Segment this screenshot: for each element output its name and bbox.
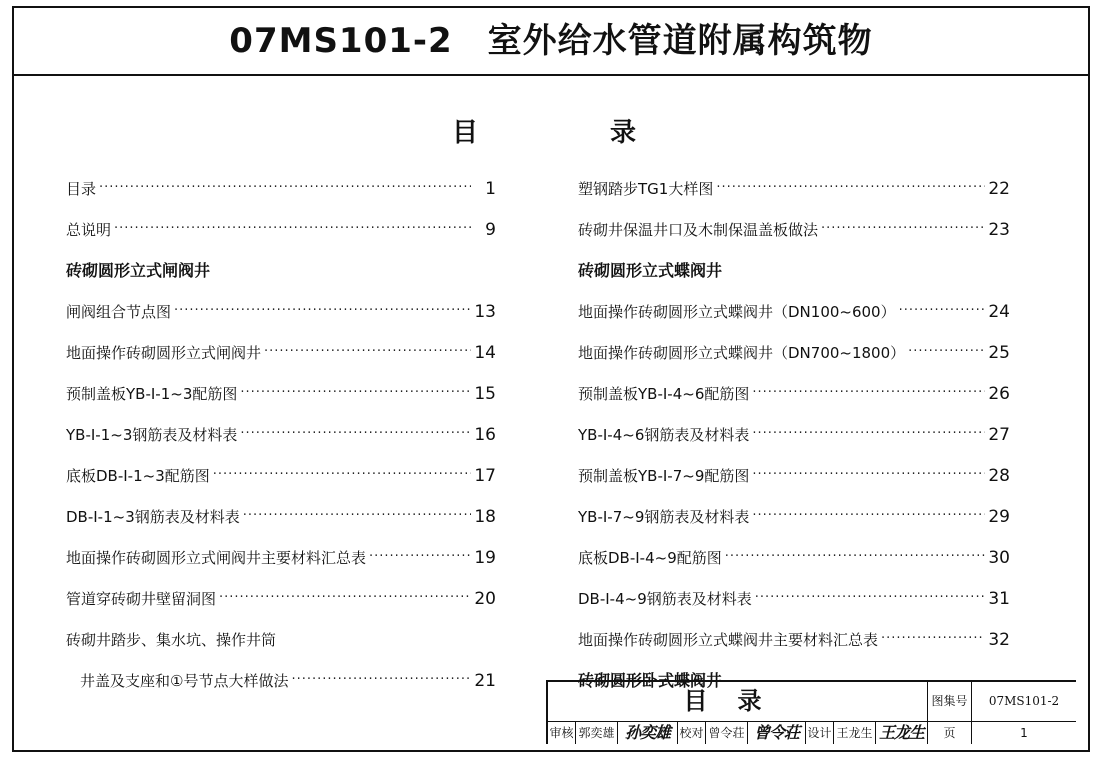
- toc-entry-title: 砖砌圆形立式闸阀井: [66, 261, 211, 280]
- toc-entry: [66, 363, 496, 404]
- toc-section-heading: [66, 240, 496, 281]
- toc-entry: [66, 322, 496, 363]
- toc-entry-page: 14: [474, 343, 496, 363]
- atlas-label: 图集号: [928, 682, 972, 721]
- toc-entry-page: 21: [474, 671, 496, 691]
- toc-leader-dots: [881, 631, 985, 646]
- toc-entry-title: 地面操作砖砌圆形立式闸阀井: [66, 344, 262, 362]
- toc-leader-dots: [240, 426, 471, 441]
- toc-entry: [578, 281, 1010, 322]
- toc-leader-dots: [899, 303, 985, 318]
- toc-entry: [66, 158, 496, 199]
- reviewer-name: 郭奕雄: [576, 722, 618, 744]
- toc-leader-dots: [908, 344, 985, 359]
- toc-leader-dots: [725, 549, 985, 564]
- toc-entry-page: 22: [988, 179, 1010, 199]
- toc-entry-title: 砖砌圆形立式蝶阀井: [578, 261, 723, 280]
- reviewer-signature: 孙奕雄: [618, 722, 678, 744]
- toc-entry: [578, 199, 1010, 240]
- toc-entry-page: 24: [988, 302, 1010, 322]
- toc-entry-page: 31: [988, 589, 1010, 609]
- toc-leader-dots: [213, 467, 471, 482]
- toc-entry-title: 预制盖板YB-Ⅰ-1~3配筋图: [66, 385, 238, 403]
- toc-entry: [578, 322, 1010, 363]
- toc-entry-title: 闸阀组合节点图: [66, 303, 172, 321]
- toc-entry-title: 砖砌井保温井口及木制保温盖板做法: [578, 221, 819, 239]
- toc-entry-title: 地面操作砖砌圆形立式蝶阀井（DN700~1800）: [578, 344, 906, 362]
- atlas-number: 07MS101-2: [988, 694, 1060, 708]
- toc-entry: [66, 650, 496, 691]
- title-block-signatures: [548, 722, 1076, 744]
- page-number: 1: [1020, 726, 1028, 740]
- drawing-title: 07MS101-2 室外给水管道附属构筑物: [14, 8, 1088, 76]
- toc-right-column: [578, 158, 1010, 691]
- toc-leader-dots: [114, 221, 471, 236]
- toc-entry-page: 19: [474, 548, 496, 568]
- toc-entry-title: 井盖及支座和①号节点大样做法: [80, 672, 289, 690]
- toc-entry-title: 底板DB-Ⅰ-1~3配筋图: [66, 467, 210, 485]
- toc-entry-page: 32: [988, 630, 1010, 650]
- toc-heading: [0, 112, 1118, 152]
- toc-entry: [578, 568, 1010, 609]
- toc-leader-dots: [752, 385, 985, 400]
- toc-entry: [66, 609, 496, 650]
- toc-entry: [578, 527, 1010, 568]
- toc-entry-title: 总说明: [66, 221, 112, 239]
- toc-entry: [66, 527, 496, 568]
- toc-left-column: [66, 158, 496, 691]
- toc-heading-right: 录: [610, 118, 637, 148]
- check-label: 校对: [678, 722, 706, 744]
- toc-entry-title: 砖砌井踏步、集水坑、操作井筒: [66, 631, 277, 649]
- toc-entry: [66, 486, 496, 527]
- toc-entry-title: YB-Ⅰ-1~3钢筋表及材料表: [66, 426, 238, 444]
- toc-entry: [578, 363, 1010, 404]
- toc-entry: [66, 404, 496, 445]
- toc-leader-dots: [755, 590, 985, 605]
- toc-entry-title: 预制盖板YB-Ⅰ-7~9配筋图: [578, 467, 750, 485]
- toc-entry-title: 塑钢踏步TG1大样图: [578, 180, 714, 198]
- toc-entry-title: 管道穿砖砌井壁留洞图: [66, 590, 217, 608]
- checker-signature: 曾令荘: [748, 722, 806, 744]
- toc-entry-page: 20: [474, 589, 496, 609]
- designer-signature: 王龙生: [876, 722, 928, 744]
- page-label: 页: [928, 722, 972, 744]
- designer-name: 王龙生: [834, 722, 876, 744]
- toc-entry-page: 23: [988, 220, 1010, 240]
- toc-leader-dots: [243, 508, 471, 523]
- toc-leader-dots: [821, 221, 985, 236]
- toc-entry-page: 28: [988, 466, 1010, 486]
- toc-entry-title: YB-Ⅰ-4~6钢筋表及材料表: [578, 426, 750, 444]
- title-block: [546, 680, 1076, 744]
- toc-entry-page: 26: [988, 384, 1010, 404]
- toc-entry-page: 17: [474, 466, 496, 486]
- toc-entry: [578, 404, 1010, 445]
- toc-entry: [578, 445, 1010, 486]
- toc-entry-page: 13: [474, 302, 496, 322]
- toc-heading-left: 目: [452, 118, 479, 148]
- toc-leader-dots: [99, 180, 471, 195]
- toc-entry: [578, 158, 1010, 199]
- toc-leader-dots: [752, 426, 985, 441]
- toc-entry-page: 25: [988, 343, 1010, 363]
- toc-entry-page: 29: [988, 507, 1010, 527]
- toc-entry-page: 18: [474, 507, 496, 527]
- toc-entry: [578, 609, 1010, 650]
- toc-entry-title: DB-Ⅰ-1~3钢筋表及材料表: [66, 508, 240, 526]
- toc-leader-dots: [219, 590, 471, 605]
- toc-entry-page: 15: [474, 384, 496, 404]
- design-label: 设计: [806, 722, 834, 744]
- toc-leader-dots: [369, 549, 471, 564]
- toc-entry: [578, 486, 1010, 527]
- toc-leader-dots: [716, 180, 985, 195]
- toc-entry: [66, 281, 496, 322]
- toc-leader-dots: [291, 672, 471, 687]
- toc-entry: [66, 199, 496, 240]
- toc-entry-title: 砖砌圆形卧式蝶阀井: [578, 671, 723, 690]
- title-block-name: 目录: [548, 682, 928, 721]
- review-label: 审核: [548, 722, 576, 744]
- toc-entry-title: 地面操作砖砌圆形立式蝶阀井（DN100~600）: [578, 303, 896, 321]
- toc-leader-dots: [264, 344, 471, 359]
- toc-entry-title: 底板DB-Ⅰ-4~9配筋图: [578, 549, 722, 567]
- checker-name: 曾令荘: [706, 722, 748, 744]
- toc-entry-title: 目录: [66, 180, 97, 198]
- toc-entry-page: 27: [988, 425, 1010, 445]
- toc-entry-title: 地面操作砖砌圆形立式蝶阀井主要材料汇总表: [578, 631, 879, 649]
- toc-leader-dots: [240, 385, 471, 400]
- toc-leader-dots: [174, 303, 471, 318]
- toc-entry-page: 16: [474, 425, 496, 445]
- toc-entry-title: 地面操作砖砌圆形立式闸阀井主要材料汇总表: [66, 549, 367, 567]
- toc-entry: [66, 445, 496, 486]
- toc-entry-title: YB-Ⅰ-7~9钢筋表及材料表: [578, 508, 750, 526]
- toc-entry-page: 9: [485, 220, 496, 240]
- toc-entry-page: 30: [988, 548, 1010, 568]
- toc-entry-page: 1: [485, 179, 496, 199]
- toc-entry: [66, 568, 496, 609]
- toc-leader-dots: [752, 508, 985, 523]
- toc-leader-dots: [752, 467, 985, 482]
- toc-section-heading: [578, 240, 1010, 281]
- toc-entry-title: 预制盖板YB-Ⅰ-4~6配筋图: [578, 385, 750, 403]
- toc-entry-title: DB-Ⅰ-4~9钢筋表及材料表: [578, 590, 752, 608]
